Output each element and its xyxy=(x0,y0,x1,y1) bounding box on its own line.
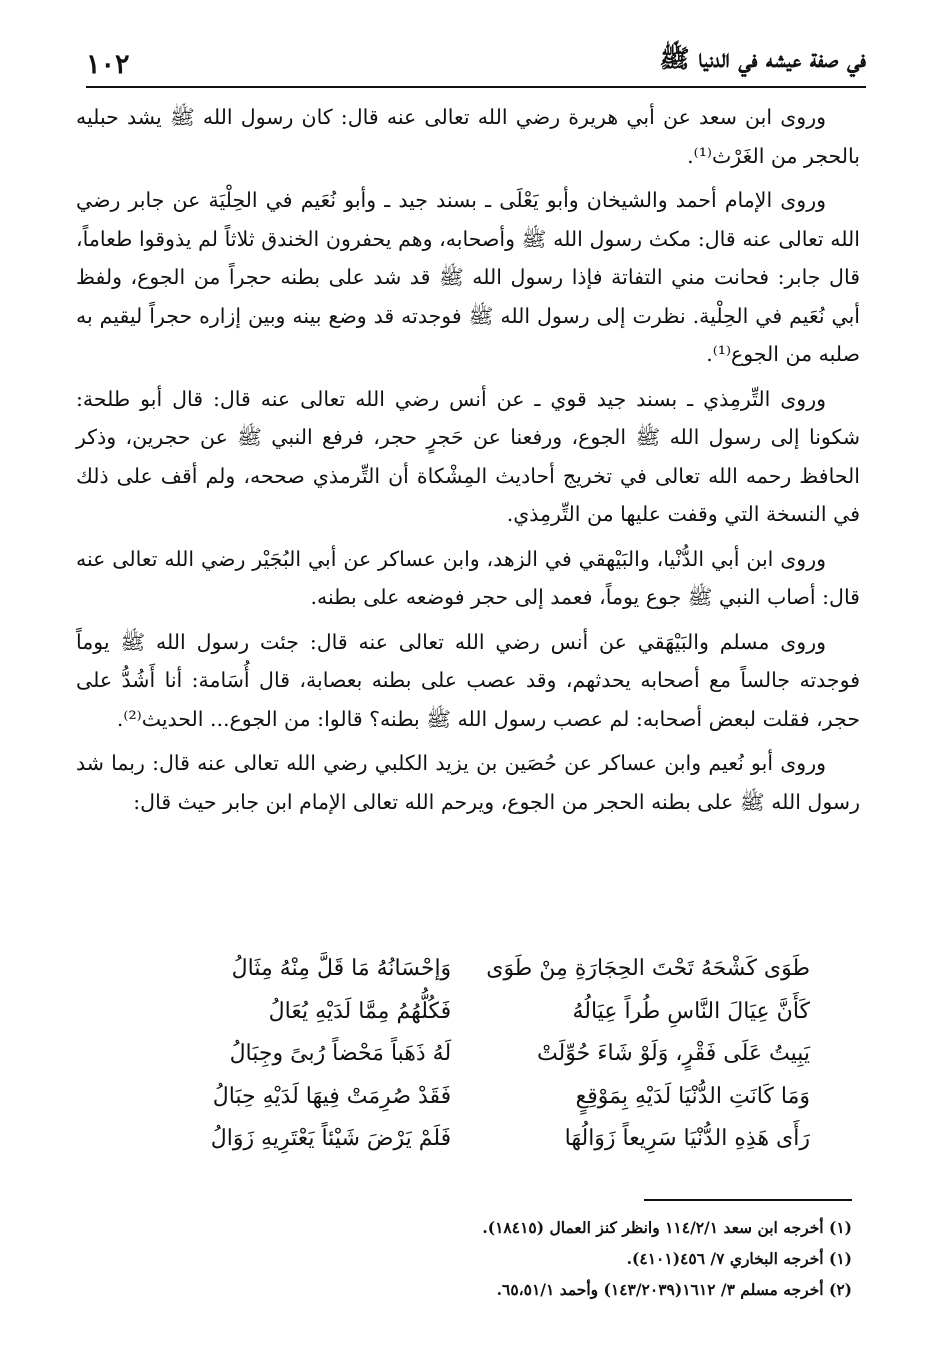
poem-verse xyxy=(120,948,810,991)
poem xyxy=(120,948,810,1161)
verse-first-hemistich: وَمَا كَانَتِ الدُّنْيَا لَدَيْهِ بِمَوْقِعٍ xyxy=(575,1083,810,1109)
verse-second-hemistich: فَكُلُّهُمُ مِمَّا لَدَيْهِ يُعَالُ xyxy=(268,998,452,1024)
paragraph: وروى أبو نُعيم وابن عساكر عن حُصَين بن يزيد الكلبي رضي الله تعالى عنه قال: ربما شد رسول الله ﷺ على بطنه الحجر من الجوع، ويرحم الله تعالى الإمام ابن جابر حيث قال: xyxy=(76,751,860,814)
footnote: (١) أخرجه البخاري ٧/ ٤٥٦(٤١٠١). xyxy=(626,1249,852,1268)
paragraph: وروى ابن سعد عن أبي هريرة رضي الله تعالى عنه قال: كان رسول الله ﷺ يشد حبليه بالحجر من الغَرْث⁽¹⁾. xyxy=(76,105,860,168)
poem-verse xyxy=(120,1118,810,1161)
verse-second-hemistich: لَهُ ذَهَباً مَحْضاً رُبىً وجِبَالُ xyxy=(229,1041,452,1066)
verse-first-hemistich: طَوَى كَشْحَهُ تَحْتَ الحِجَارَةِ مِنْ طَوَى xyxy=(486,956,810,981)
verse-first-hemistich: رَأَى هَذِهِ الدُّنْيَا سَرِيعاً زَوَالُهَا xyxy=(564,1126,810,1151)
page-header xyxy=(86,38,866,88)
footnote: (٢) أخرجه مسلم ٣/ ١٦١٢(١٤٣/٢٠٣٩) وأحمد ٦٥،٥١/١. xyxy=(496,1280,852,1299)
footnote-divider xyxy=(644,1199,852,1201)
running-title: في صفة عيشه في الدنيا ﷺ xyxy=(659,44,866,73)
verse-second-hemistich: وَإحْسَانُهُ مَا قَلَّ مِنْهُ مِثَالُ xyxy=(231,956,452,981)
page-number: ١٠٢ xyxy=(86,49,130,80)
verse-first-hemistich: كَأَنَّ عِيَالَ النَّاسِ طُراً عِيَالُهُ xyxy=(572,998,810,1024)
paragraph: وروى ابن أبي الدُّنْيا، والبَيْهقي في الزهد، وابن عساكر عن أبي البُجَيْر رضي الله تعالى عنه قال: أصاب النبي ﷺ جوع يوماً، فعمد إلى حجر فوضعه على بطنه. xyxy=(76,546,860,609)
poem-verse xyxy=(120,1033,810,1076)
poem-verse xyxy=(120,991,810,1034)
verse-first-hemistich: يَبِيتُ عَلَى فَقْرٍ، وَلَوْ شَاءَ حُوِّلَتْ xyxy=(536,1041,810,1066)
footnotes xyxy=(86,1212,852,1305)
verse-second-hemistich: فَلَمْ يَرْضَ شَيْئاً يَعْتَرِيهِ زَوَالُ xyxy=(210,1126,452,1151)
footnote: (١) أخرجه ابن سعد ١١٤/٢/١ وانظر كنز العمال (١٨٤١٥). xyxy=(482,1218,852,1237)
main-text xyxy=(76,98,860,827)
paragraph: وروى التِّرمِذي ـ بسند جيد قوي ـ عن أنس رضي الله تعالى عنه قال: قال أبو طلحة: شكونا إلى رسول الله ﷺ الجوع، ورفعنا عن حَجرٍ حجر، فرفع النبي ﷺ عن حجرين، وذكر الحافظ رحمه الله تعالى في تخريج أحاديث المِشْكاة أن التِّرمذي صححه، ولم أقف على ذلك في النسخة التي وقفت عليها من التِّرمِذي. xyxy=(76,386,860,526)
paragraph: وروى الإمام أحمد والشيخان وأبو يَعْلَى ـ بسند جيد ـ وأبو نُعَيم في الحِلْيَة عن جابر رضي الله تعالى عنه قال: مكث رسول الله ﷺ وأصحابه، وهم يحفرون الخندق ثلاثاً لم يذوقوا طعاماً، قال جابر: فحانت مني التفاتة فإذا رسول الله ﷺ قد شد على بطنه حجراً من الجوع، ولفظ أبي نُعَيم في الحِلْية. نظرت إلى رسول الله ﷺ فوجدته قد وضع بينه وبين إزاره حجراً ليقيم به صلبه من الجوع⁽¹⁾. xyxy=(76,188,860,366)
poem-verse xyxy=(120,1076,810,1119)
paragraph: وروى مسلم والبَيْهَقي عن أنس رضي الله تعالى عنه قال: جئت رسول الله ﷺ يوماً فوجدته جالساً مع أصحابه يحدثهم، وقد عصب على بطنه بعصابة، قال أُسَامة: أنا أَشُدُّ على حجر، فقلت لبعض أصحابه: لم عصب رسول الله ﷺ بطنه؟ قالوا: من الجوع... الحديث⁽²⁾. xyxy=(76,629,860,731)
verse-second-hemistich: فَقَدْ صُرِمَتْ فِيهَا لَدَيْهِ حِبَالُ xyxy=(212,1083,452,1109)
